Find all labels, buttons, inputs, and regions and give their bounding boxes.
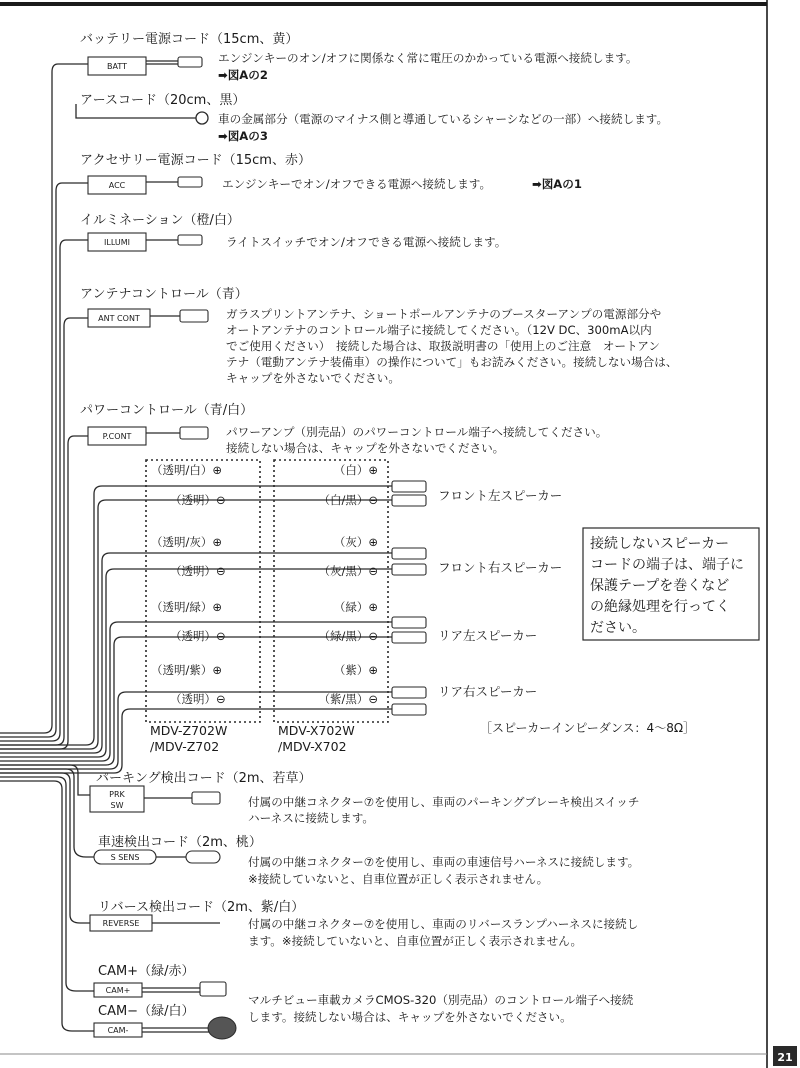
harness-bundle xyxy=(0,64,94,1031)
wire-s-sens xyxy=(94,834,639,886)
wire-acc xyxy=(80,152,582,194)
terminal-connector xyxy=(192,792,220,804)
model-label-x: MDV-X702W xyxy=(278,723,355,738)
wire-title: バッテリー電源コード（15cm、黄） xyxy=(80,32,299,47)
wire-desc: でご使用ください） 接続した場合は、取扱説明書の「使用上のご注意 オートアン xyxy=(226,339,660,353)
polarity-left: （透明/緑）⊕ xyxy=(151,600,223,614)
wire-title: 車速検出コード（2m、桃） xyxy=(98,835,262,850)
wire-desc: ガラスプリントアンテナ、ショートポールアンテナのブースターアンプの電源部分や xyxy=(226,307,662,321)
polarity-right: （灰/黒）⊖ xyxy=(318,564,378,578)
connector-label: REVERSE xyxy=(102,919,140,928)
speaker-group-label: フロント右スピーカー xyxy=(438,560,563,575)
wire-batt xyxy=(80,32,637,82)
speaker-group-label: リア左スピーカー xyxy=(438,628,538,643)
polarity-left: （透明/紫）⊕ xyxy=(151,663,223,677)
wire-title: イルミネーション（橙/白） xyxy=(80,213,240,228)
wire-p-cont xyxy=(80,402,607,455)
page-number-badge xyxy=(773,1046,797,1066)
wire-desc: 車の金属部分（電源のマイナス側と導通しているシャーシなどの一部）へ接続します。 xyxy=(218,112,669,126)
figure-ref: ➡図Aの3 xyxy=(218,129,268,143)
polarity-right: （灰）⊕ xyxy=(333,535,378,549)
wire-desc: 接続しない場合は、キャップを外さないでください。 xyxy=(226,441,505,455)
polarity-left: （透明）⊖ xyxy=(170,692,226,706)
terminal-connector xyxy=(178,57,202,67)
polarity-left: （透明）⊖ xyxy=(170,493,226,507)
connector-label: CAM- xyxy=(107,1026,129,1035)
polarity-right: （白）⊕ xyxy=(333,463,378,477)
wire-desc: キャップを外さないでください。 xyxy=(226,371,400,385)
wire-cam-plus xyxy=(94,963,226,997)
wire-cam-minus xyxy=(94,993,634,1039)
speaker-group-label: フロント左スピーカー xyxy=(438,488,563,503)
terminal-connector xyxy=(180,310,208,322)
polarity-right: （緑/黒）⊖ xyxy=(318,629,378,643)
wire-illumi xyxy=(80,212,506,251)
polarity-left: （透明）⊖ xyxy=(170,564,226,578)
wire-title: パーキング検出コード（2m、若草） xyxy=(96,771,312,786)
wire-desc: エンジンキーでオン/オフできる電源へ接続します。 xyxy=(222,177,492,191)
note-line: 保護テープを巻くなど xyxy=(590,578,730,594)
wire-desc: ライトスイッチでオン/オフできる電源へ接続します。 xyxy=(226,235,507,249)
polarity-right: （紫）⊕ xyxy=(333,663,378,677)
terminal-connector xyxy=(178,235,202,245)
wire-desc: します。接続しない場合は、キャップを外さないでください。 xyxy=(248,1010,572,1024)
wire-title: アクセサリー電源コード（15cm、赤） xyxy=(80,153,311,168)
connector-label: P.CONT xyxy=(102,432,132,441)
wire-desc: テナ（電動アンテナ装備車）の操作について」もお読みください。接続しない場合は、 xyxy=(226,355,678,369)
speaker-terminals xyxy=(392,481,426,715)
ring-terminal xyxy=(196,112,208,124)
wire-title: パワーコントロール（青/白） xyxy=(80,403,254,418)
polarity-left: （透明/灰）⊕ xyxy=(151,535,223,549)
wire-title: アンテナコントロール（青） xyxy=(80,287,248,302)
connector-label: CAM+ xyxy=(105,986,131,995)
wire-desc: 付属の中継コネクター⑦を使用し、車両のリバースランプハーネスに接続し xyxy=(248,917,639,931)
terminal-connector xyxy=(186,851,220,863)
figure-ref: ➡図Aの1 xyxy=(532,177,582,191)
model-label-z: /MDV-Z702 xyxy=(150,739,220,754)
wire-desc: ます。※接続していないと、自車位置が正しく表示されません。 xyxy=(248,934,583,948)
polarity-right: （紫/黒）⊖ xyxy=(318,692,378,706)
note-line: の絶縁処理を行ってく xyxy=(590,599,730,615)
connector-label: S SENS xyxy=(110,853,140,862)
speaker-group-label: リア右スピーカー xyxy=(438,684,538,699)
page-number: 21 xyxy=(777,1051,793,1064)
note-line: ださい。 xyxy=(590,620,646,636)
connector-label: SW xyxy=(110,801,124,810)
figure-ref: ➡図Aの2 xyxy=(218,68,268,82)
connector-label: ANT CONT xyxy=(98,314,140,323)
terminal-connector xyxy=(178,177,202,187)
wire-desc: 付属の中継コネクター⑦を使用し、車両の車速信号ハーネスに接続します。 xyxy=(248,855,640,869)
connector-label: PRK xyxy=(109,790,125,799)
wire-reverse xyxy=(90,899,638,948)
cap-terminal xyxy=(208,1017,236,1039)
polarity-left: （透明/白）⊕ xyxy=(151,463,223,477)
model-label-x: /MDV-X702 xyxy=(278,739,347,754)
note-line: コードの端子は、端子に xyxy=(590,557,744,573)
polarity-right: （緑）⊕ xyxy=(333,600,378,614)
wire-title: リバース検出コード（2m、紫/白） xyxy=(98,900,305,915)
wire-desc: マルチビュー車載カメラCMOS-320（別売品）のコントロール端子へ接続 xyxy=(248,993,634,1007)
model-label-z: MDV-Z702W xyxy=(150,723,228,738)
wire-desc: ハーネスに接続します。 xyxy=(248,811,375,825)
wire-desc: エンジンキーのオン/オフに関係なく常に電圧のかかっている電源へ接続します。 xyxy=(218,51,638,65)
polarity-right: （白/黒）⊖ xyxy=(318,493,378,507)
impedance-note: ［スピーカーインピーダンス：4～8Ω］ xyxy=(480,721,696,735)
wire-desc: オートアンテナのコントロール端子に接続してください。（12V DC、300mA以内 xyxy=(226,323,652,337)
connector-label: BATT xyxy=(107,62,127,71)
wire-desc: ※接続していないと、自車位置が正しく表示されません。 xyxy=(248,872,549,886)
note-line: 接続しないスピーカー xyxy=(590,536,730,552)
connector-label: ILLUMI xyxy=(104,238,130,247)
caution-note xyxy=(583,528,759,640)
terminal-connector xyxy=(200,982,226,996)
wire-ground xyxy=(76,93,668,143)
wire-desc: パワーアンプ（別売品）のパワーコントロール端子へ接続してください。 xyxy=(226,425,608,439)
polarity-left: （透明）⊖ xyxy=(170,629,226,643)
connector-label: ACC xyxy=(108,181,126,190)
wire-desc: 付属の中継コネクター⑦を使用し、車両のパーキングブレーキ検出スイッチ xyxy=(248,795,640,809)
wire-title: CAM+（緑/赤） xyxy=(98,964,195,979)
terminal-connector xyxy=(180,427,208,439)
wire-title: CAM−（緑/白） xyxy=(98,1004,195,1019)
wire-prk-sw xyxy=(90,770,639,825)
wire-title: アースコード（20cm、黒） xyxy=(80,93,246,108)
wire-ant-cont xyxy=(80,286,677,385)
